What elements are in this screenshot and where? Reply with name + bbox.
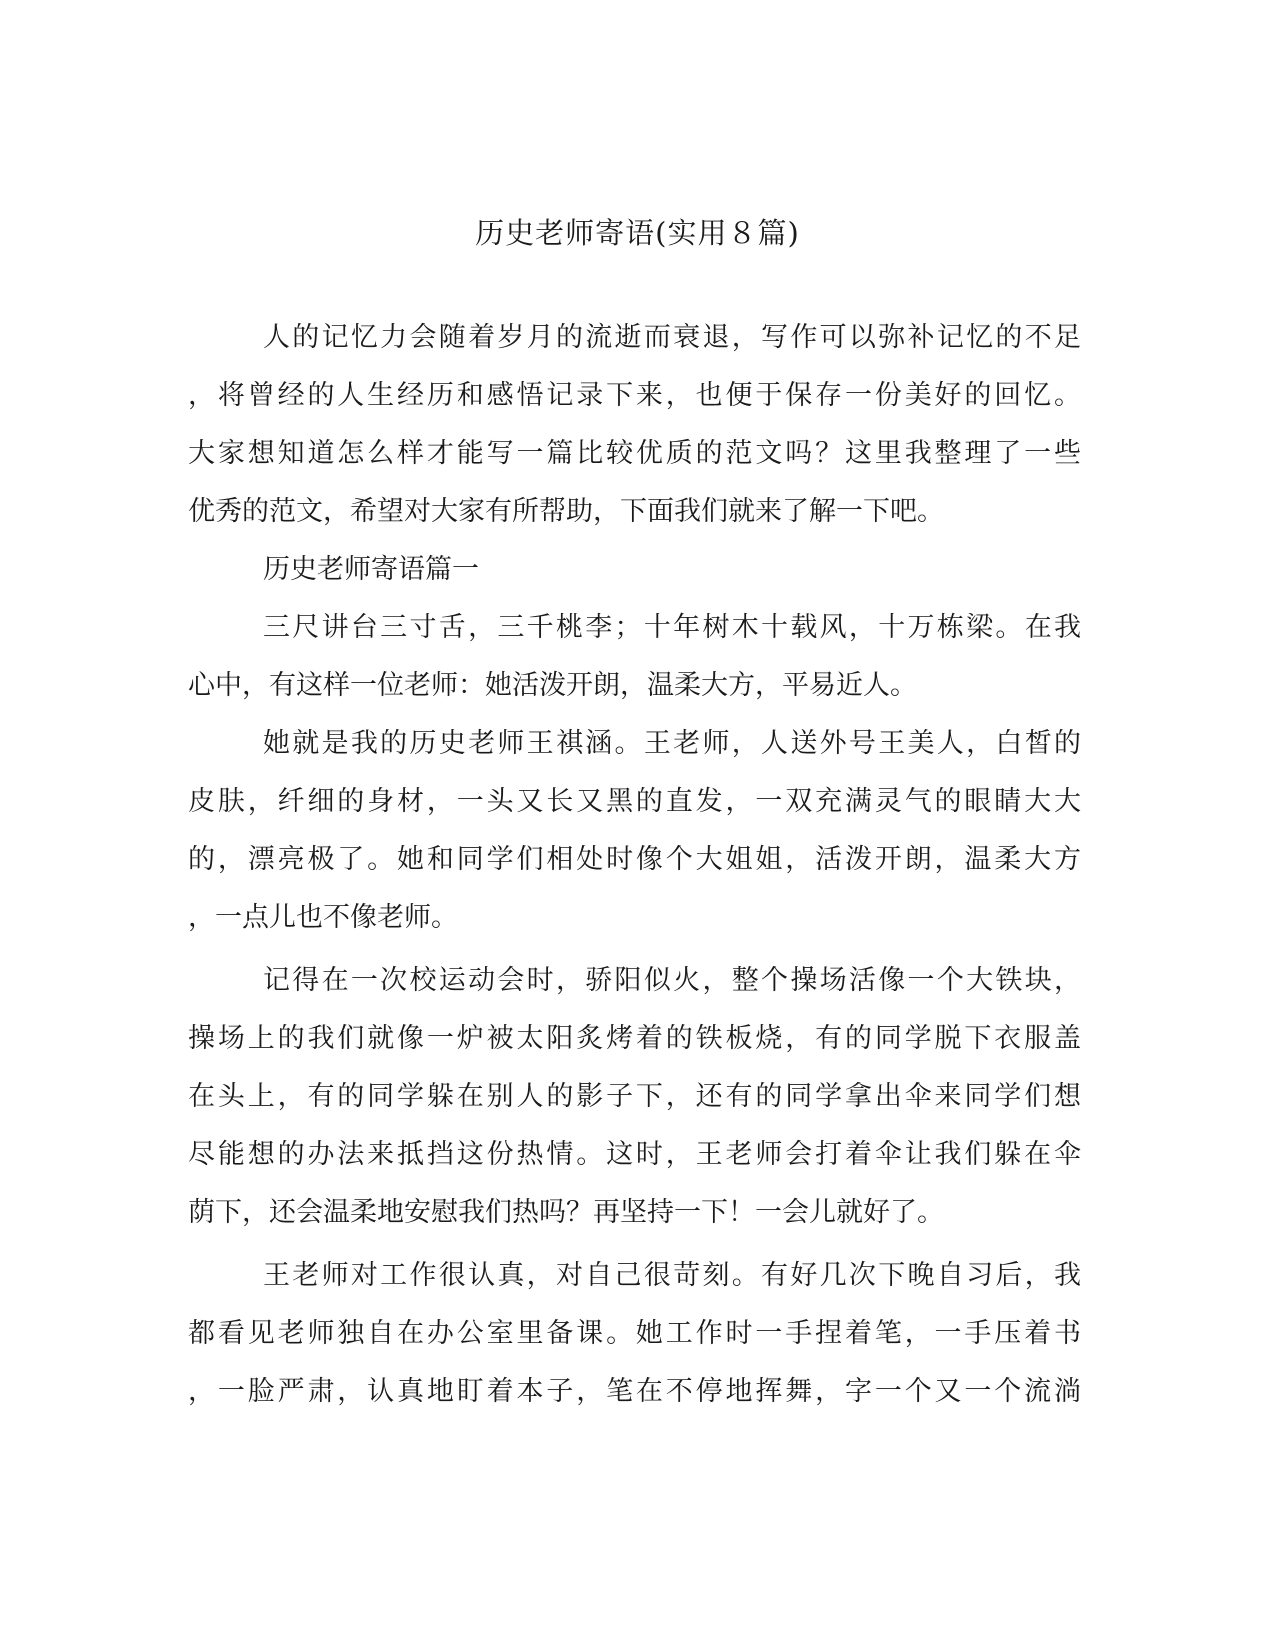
paragraph-line: ，将曾经的人生经历和感悟记录下来，也便于保存一份美好的回忆。 xyxy=(188,380,1081,411)
paragraph-line: 记得在一次校运动会时，骄阳似火，整个操场活像一个大铁块， xyxy=(263,965,1081,996)
paragraph-line: 都看见老师独自在办公室里备课。她工作时一手捏着笔，一手压着书 xyxy=(188,1318,1081,1349)
paragraph-line: 三尺讲台三寸舌，三千桃李；十年树木十载风，十万栋梁。在我 xyxy=(263,612,1081,643)
paragraph-line: 人的记忆力会随着岁月的流逝而衰退，写作可以弥补记忆的不足 xyxy=(263,322,1081,353)
paragraph-line: ，一脸严肃，认真地盯着本子，笔在不停地挥舞，字一个又一个流淌 xyxy=(188,1376,1081,1407)
paragraph-line: ，一点儿也不像老师。 xyxy=(188,902,458,933)
paragraph-line: 皮肤，纤细的身材，一头又长又黑的直发，一双充满灵气的眼睛大大 xyxy=(188,786,1081,817)
paragraph-line: 荫下，还会温柔地安慰我们热吗？再坚持一下！一会儿就好了。 xyxy=(188,1197,944,1228)
paragraph-line: 优秀的范文，希望对大家有所帮助，下面我们就来了解一下吧。 xyxy=(188,496,944,527)
section-heading: 历史老师寄语篇一 xyxy=(263,554,479,585)
paragraph-line: 尽能想的办法来抵挡这份热情。这时，王老师会打着伞让我们躲在伞 xyxy=(188,1139,1081,1170)
paragraph-line: 在头上，有的同学躲在别人的影子下，还有的同学拿出伞来同学们想 xyxy=(188,1081,1081,1112)
paragraph-line: 操场上的我们就像一炉被太阳炙烤着的铁板烧，有的同学脱下衣服盖 xyxy=(188,1023,1081,1054)
document-title: 历史老师寄语(实用８篇) xyxy=(475,216,800,250)
paragraph-line: 王老师对工作很认真，对自己很苛刻。有好几次下晚自习后，我 xyxy=(263,1260,1081,1291)
paragraph-line: 大家想知道怎么样才能写一篇比较优质的范文吗？这里我整理了一些 xyxy=(188,438,1081,469)
paragraph-line: 她就是我的历史老师王祺涵。王老师，人送外号王美人，白皙的 xyxy=(263,728,1081,759)
paragraph-line: 的，漂亮极了。她和同学们相处时像个大姐姐，活泼开朗，温柔大方 xyxy=(188,844,1081,875)
paragraph-line: 心中，有这样一位老师：她活泼开朗，温柔大方，平易近人。 xyxy=(188,670,917,701)
